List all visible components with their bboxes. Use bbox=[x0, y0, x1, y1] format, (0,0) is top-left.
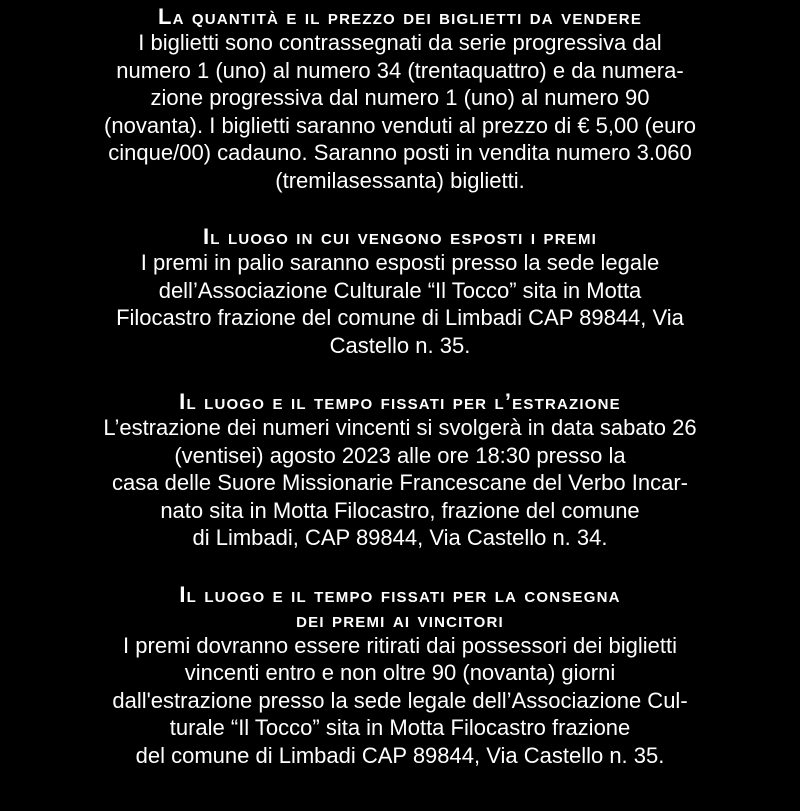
body-line: Castello n. 35. bbox=[329, 332, 471, 358]
body-line: numero 1 (uno) al numero 34 (trentaquattro) e da numera- bbox=[116, 57, 684, 83]
section-heading: Il luogo in cui vengono esposti i premi bbox=[202, 224, 598, 249]
section-heading: Il luogo e il tempo fissati per la consegna bbox=[179, 581, 621, 607]
section-heading: La quantità e il prezzo dei biglietti da vendere bbox=[157, 4, 643, 29]
body-line: vincenti entro e non oltre 90 (novanta) giorni bbox=[184, 660, 616, 685]
body-line: turale “Il Tocco” sita in Motta Filocastro frazione bbox=[169, 715, 631, 740]
section-prize-delivery bbox=[0, 582, 800, 770]
section-ticket-quantity-price bbox=[0, 4, 800, 194]
body-line: I biglietti sono contrassegnati da serie progressiva dal bbox=[138, 30, 662, 55]
body-line: del comune di Limbadi CAP 89844, Via Castello n. 35. bbox=[135, 742, 665, 768]
body-line: I premi dovranno essere ritirati dai possessori dei biglietti bbox=[123, 632, 677, 658]
body-line: (tremilasessanta) biglietti. bbox=[275, 167, 525, 193]
body-line: casa delle Suore Missionarie Francescane del Verbo Incar- bbox=[112, 470, 688, 495]
section-draw-place-time bbox=[0, 389, 800, 552]
body-line: dell’Associazione Culturale “Il Tocco” sita in Motta bbox=[158, 277, 642, 303]
body-line: di Limbadi, CAP 89844, Via Castello n. 34. bbox=[192, 525, 608, 550]
section-heading: Il luogo e il tempo fissati per l’estrazione bbox=[179, 389, 621, 414]
body-line: (ventisei) agosto 2023 alle ore 18:30 presso la bbox=[174, 442, 626, 468]
body-line: nato sita in Motta Filocastro, frazione del comune bbox=[160, 497, 640, 523]
body-line: zione progressiva dal numero 1 (uno) al numero 90 bbox=[150, 85, 650, 110]
section-prize-display-location bbox=[0, 224, 800, 359]
body-line: (novanta). I biglietti saranno venduti al prezzo di € 5,00 (euro bbox=[104, 112, 696, 138]
body-line: dall'estrazione presso la sede legale dell’Associazione Cul- bbox=[112, 687, 688, 713]
body-line: cinque/00) cadauno. Saranno posti in vendita numero 3.060 bbox=[108, 140, 692, 165]
section-heading: dei premi ai vincitori bbox=[296, 606, 504, 632]
body-line: L’estrazione dei numeri vincenti si svolgerà in data sabato 26 bbox=[103, 415, 697, 440]
body-line: I premi in palio saranno esposti presso la sede legale bbox=[140, 250, 660, 275]
body-line: Filocastro frazione del comune di Limbadi CAP 89844, Via bbox=[116, 305, 684, 330]
